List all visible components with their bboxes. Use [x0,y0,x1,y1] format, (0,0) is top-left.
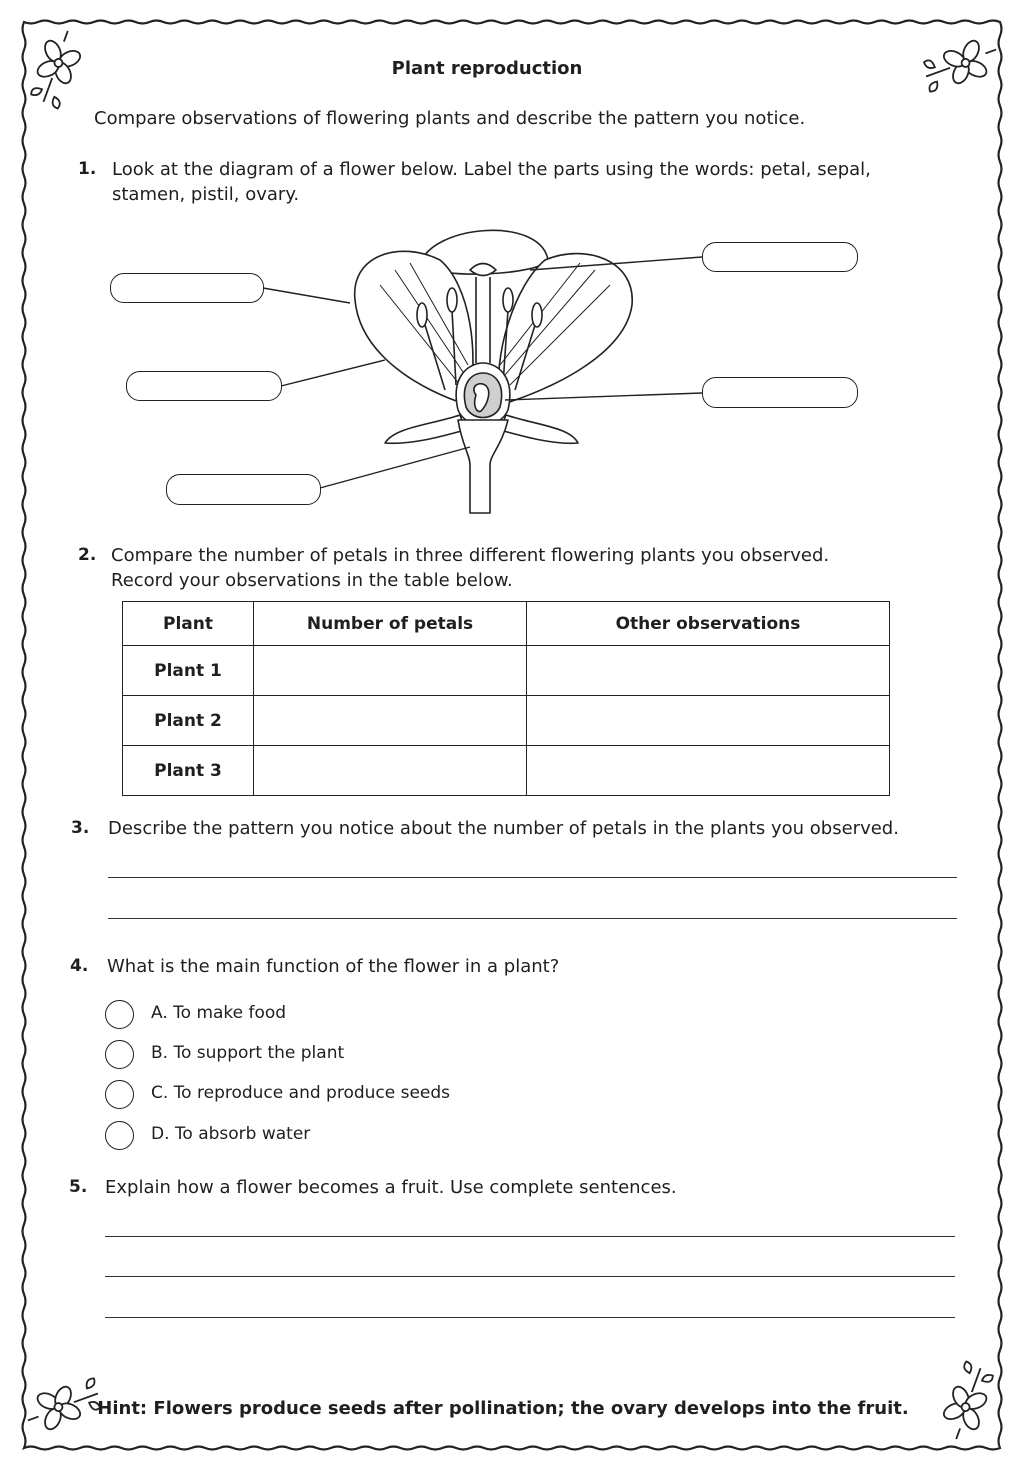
table-row [123,746,890,796]
question-2-text: Compare the number of petals in three different flowering plants you observed. Record your observations in the table below. [111,545,830,591]
table-cell-petals[interactable] [254,746,527,796]
table-header: Plant [123,602,254,646]
answer-line[interactable] [105,1276,955,1277]
table-row [123,646,890,696]
answer-line[interactable] [105,1236,955,1237]
question-3-number: 3. [71,818,90,838]
answer-line[interactable] [108,877,957,878]
radio-circle-icon[interactable] [105,1000,134,1029]
radio-circle-icon[interactable] [105,1080,134,1109]
table-header: Other observations [527,602,890,646]
question-1-text: Look at the diagram of a flower below. Label the parts using the words: petal, sepal, stamen, pistil, ovary. [112,159,871,205]
answer-line[interactable] [108,918,957,919]
question-3-text: Describe the pattern you notice about the number of petals in the plants you observed. [108,818,899,839]
label-box-petal[interactable] [110,273,264,303]
table-row-label: Plant 2 [123,696,254,746]
label-box-stamen[interactable] [126,371,282,401]
label-box-ovary[interactable] [702,377,858,408]
table-cell-observations[interactable] [527,746,890,796]
table-cell-observations[interactable] [527,696,890,746]
label-box-sepal[interactable] [166,474,321,505]
table-header-row [123,602,890,646]
question-5-text: Explain how a flower becomes a fruit. Use complete sentences. [105,1177,677,1198]
table-cell-petals[interactable] [254,646,527,696]
intro-text: Compare observations of flowering plants and describe the pattern you notice. [94,108,806,129]
answer-line[interactable] [105,1317,955,1318]
question-1-number: 1. [78,159,97,179]
table-cell-petals[interactable] [254,696,527,746]
radio-circle-icon[interactable] [105,1121,134,1150]
flower-diagram [0,215,1024,525]
flower-corner-icon [927,1354,1010,1440]
page-title: Plant reproduction [391,58,583,79]
label-box-pistil[interactable] [702,242,858,272]
question-2-number: 2. [78,545,97,565]
hint-text: Hint: Flowers produce seeds after pollination; the ovary develops into the fruit. [97,1398,909,1419]
radio-circle-icon[interactable] [105,1040,134,1069]
table-row [123,696,890,746]
table-row-label: Plant 3 [123,746,254,796]
petal-observation-table [122,601,890,796]
table-cell-observations[interactable] [527,646,890,696]
question-4-number: 4. [70,956,89,976]
table-header: Number of petals [254,602,527,646]
question-5-number: 5. [69,1177,88,1197]
table-row-label: Plant 1 [123,646,254,696]
question-4-text: What is the main function of the flower in a plant? [107,956,560,977]
